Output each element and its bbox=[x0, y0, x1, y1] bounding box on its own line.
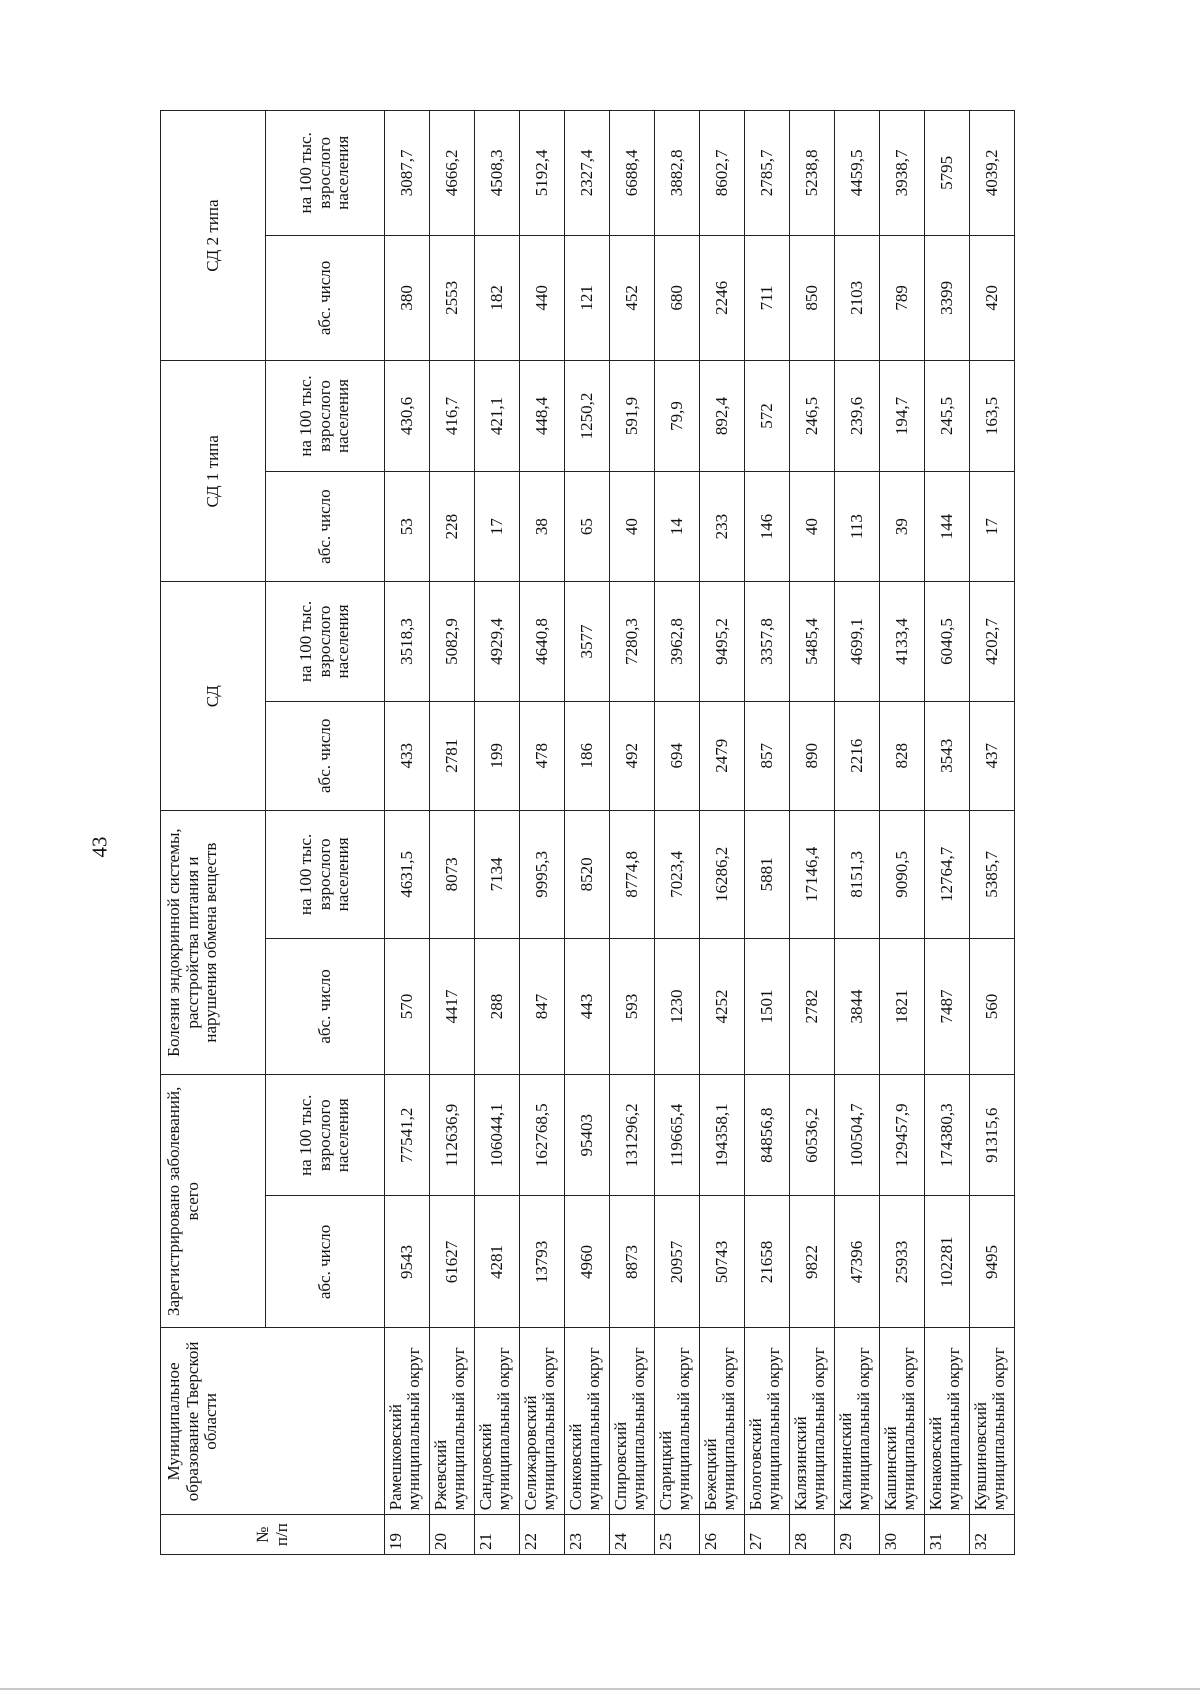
value-cell: 65 bbox=[565, 471, 610, 582]
value-cell: 112636,9 bbox=[430, 1075, 475, 1196]
table-row bbox=[790, 111, 835, 1555]
value-cell: 2327,4 bbox=[565, 111, 610, 236]
row-number: 26 bbox=[700, 1515, 745, 1555]
header-sub: абс. число bbox=[266, 235, 385, 361]
table-row bbox=[700, 111, 745, 1555]
table-row bbox=[430, 111, 475, 1555]
header-group-row bbox=[161, 111, 266, 1555]
value-cell: 4281 bbox=[475, 1196, 520, 1328]
value-cell: 380 bbox=[385, 235, 430, 361]
value-cell: 53 bbox=[385, 471, 430, 582]
value-cell: 9995,3 bbox=[520, 811, 565, 939]
municipality-name: Спировский муниципальный округ bbox=[610, 1328, 655, 1515]
value-cell: 694 bbox=[655, 701, 700, 811]
header-sub: на 100 тыс. взрослого населения bbox=[266, 582, 385, 701]
value-cell: 233 bbox=[700, 471, 745, 582]
value-cell: 2781 bbox=[430, 701, 475, 811]
municipality-name: Бологовский муниципальный округ bbox=[745, 1328, 790, 1515]
value-cell: 47396 bbox=[835, 1196, 880, 1328]
header-group-sd1: СД 1 типа bbox=[161, 361, 266, 582]
table-row bbox=[610, 111, 655, 1555]
value-cell: 239,6 bbox=[835, 361, 880, 472]
value-cell: 8073 bbox=[430, 811, 475, 939]
header-sub: на 100 тыс. взрослого населения bbox=[266, 811, 385, 939]
value-cell: 1250,2 bbox=[565, 361, 610, 472]
row-number: 21 bbox=[475, 1515, 520, 1555]
row-number: 31 bbox=[925, 1515, 970, 1555]
value-cell: 452 bbox=[610, 235, 655, 361]
value-cell: 17146,4 bbox=[790, 811, 835, 939]
value-cell: 40 bbox=[790, 471, 835, 582]
table-row bbox=[565, 111, 610, 1555]
value-cell: 420 bbox=[970, 235, 1015, 361]
municipality-name: Кувшиновский муниципальный округ bbox=[970, 1328, 1015, 1515]
value-cell: 79,9 bbox=[655, 361, 700, 472]
value-cell: 6688,4 bbox=[610, 111, 655, 236]
value-cell: 572 bbox=[745, 361, 790, 472]
value-cell: 560 bbox=[970, 938, 1015, 1074]
value-cell: 448,4 bbox=[520, 361, 565, 472]
municipality-name: Рамешковский муниципальный округ bbox=[385, 1328, 430, 1515]
value-cell: 16286,2 bbox=[700, 811, 745, 939]
value-cell: 17 bbox=[970, 471, 1015, 582]
header-sub: абс. число bbox=[266, 1196, 385, 1328]
value-cell: 2782 bbox=[790, 938, 835, 1074]
value-cell: 4202,7 bbox=[970, 582, 1015, 701]
value-cell: 84856,8 bbox=[745, 1075, 790, 1196]
value-cell: 892,4 bbox=[700, 361, 745, 472]
value-cell: 77541,2 bbox=[385, 1075, 430, 1196]
value-cell: 113 bbox=[835, 471, 880, 582]
value-cell: 7023,4 bbox=[655, 811, 700, 939]
row-number: 27 bbox=[745, 1515, 790, 1555]
value-cell: 39 bbox=[880, 471, 925, 582]
value-cell: 8602,7 bbox=[700, 111, 745, 236]
value-cell: 430,6 bbox=[385, 361, 430, 472]
value-cell: 60536,2 bbox=[790, 1075, 835, 1196]
rotated-table-container bbox=[160, 110, 1015, 1555]
value-cell: 106044,1 bbox=[475, 1075, 520, 1196]
value-cell: 2216 bbox=[835, 701, 880, 811]
value-cell: 440 bbox=[520, 235, 565, 361]
municipality-name: Конаковский муниципальный округ bbox=[925, 1328, 970, 1515]
value-cell: 711 bbox=[745, 235, 790, 361]
value-cell: 40 bbox=[610, 471, 655, 582]
value-cell: 4417 bbox=[430, 938, 475, 1074]
value-cell: 4699,1 bbox=[835, 582, 880, 701]
value-cell: 1230 bbox=[655, 938, 700, 1074]
value-cell: 100504,7 bbox=[835, 1075, 880, 1196]
value-cell: 4960 bbox=[565, 1196, 610, 1328]
row-number: 19 bbox=[385, 1515, 430, 1555]
table-row bbox=[970, 111, 1015, 1555]
header-sub: абс. число bbox=[266, 938, 385, 1074]
value-cell: 194,7 bbox=[880, 361, 925, 472]
value-cell: 857 bbox=[745, 701, 790, 811]
value-cell: 129457,9 bbox=[880, 1075, 925, 1196]
value-cell: 131296,2 bbox=[610, 1075, 655, 1196]
value-cell: 3543 bbox=[925, 701, 970, 811]
value-cell: 146 bbox=[745, 471, 790, 582]
header-group-total: Зарегистрировано заболеваний, всего bbox=[161, 1075, 266, 1328]
row-number: 29 bbox=[835, 1515, 880, 1555]
value-cell: 3399 bbox=[925, 235, 970, 361]
value-cell: 163,5 bbox=[970, 361, 1015, 472]
value-cell: 847 bbox=[520, 938, 565, 1074]
value-cell: 4640,8 bbox=[520, 582, 565, 701]
value-cell: 5082,9 bbox=[430, 582, 475, 701]
value-cell: 20957 bbox=[655, 1196, 700, 1328]
value-cell: 7134 bbox=[475, 811, 520, 939]
value-cell: 12764,7 bbox=[925, 811, 970, 939]
value-cell: 3518,3 bbox=[385, 582, 430, 701]
value-cell: 2246 bbox=[700, 235, 745, 361]
value-cell: 288 bbox=[475, 938, 520, 1074]
value-cell: 4039,2 bbox=[970, 111, 1015, 236]
value-cell: 102281 bbox=[925, 1196, 970, 1328]
value-cell: 570 bbox=[385, 938, 430, 1074]
header-sub: абс. число bbox=[266, 471, 385, 582]
municipality-name: Кашинский муниципальный округ bbox=[880, 1328, 925, 1515]
table-row bbox=[520, 111, 565, 1555]
table-row bbox=[880, 111, 925, 1555]
value-cell: 478 bbox=[520, 701, 565, 811]
value-cell: 4508,3 bbox=[475, 111, 520, 236]
table-row bbox=[925, 111, 970, 1555]
table-row bbox=[655, 111, 700, 1555]
value-cell: 3087,7 bbox=[385, 111, 430, 236]
value-cell: 1821 bbox=[880, 938, 925, 1074]
value-cell: 2553 bbox=[430, 235, 475, 361]
value-cell: 194358,1 bbox=[700, 1075, 745, 1196]
page-number: 43 bbox=[87, 836, 112, 858]
value-cell: 3962,8 bbox=[655, 582, 700, 701]
table-body bbox=[385, 111, 1015, 1555]
table-row bbox=[385, 111, 430, 1555]
value-cell: 245,5 bbox=[925, 361, 970, 472]
header-sub: на 100 тыс. взрослого населения bbox=[266, 111, 385, 236]
value-cell: 591,9 bbox=[610, 361, 655, 472]
municipality-name: Бежецкий муниципальный округ bbox=[700, 1328, 745, 1515]
value-cell: 228 bbox=[430, 471, 475, 582]
value-cell: 443 bbox=[565, 938, 610, 1074]
value-cell: 5385,7 bbox=[970, 811, 1015, 939]
value-cell: 9543 bbox=[385, 1196, 430, 1328]
value-cell: 4929,4 bbox=[475, 582, 520, 701]
municipality-name: Сандовский муниципальный округ bbox=[475, 1328, 520, 1515]
value-cell: 6040,5 bbox=[925, 582, 970, 701]
value-cell: 17 bbox=[475, 471, 520, 582]
scan-bottom-edge bbox=[0, 1688, 1200, 1690]
municipality-name: Калининский муниципальный округ bbox=[835, 1328, 880, 1515]
row-number: 24 bbox=[610, 1515, 655, 1555]
value-cell: 21658 bbox=[745, 1196, 790, 1328]
table-row bbox=[745, 111, 790, 1555]
value-cell: 5192,4 bbox=[520, 111, 565, 236]
row-number: 23 bbox=[565, 1515, 610, 1555]
value-cell: 7280,3 bbox=[610, 582, 655, 701]
header-group-endocrine: Болезни эндокринной системы, расстройства питания и нарушения обмена веществ bbox=[161, 811, 266, 1075]
value-cell: 4133,4 bbox=[880, 582, 925, 701]
value-cell: 144 bbox=[925, 471, 970, 582]
value-cell: 8151,3 bbox=[835, 811, 880, 939]
value-cell: 890 bbox=[790, 701, 835, 811]
header-sub: на 100 тыс. взрослого населения bbox=[266, 361, 385, 472]
value-cell: 95403 bbox=[565, 1075, 610, 1196]
value-cell: 3357,8 bbox=[745, 582, 790, 701]
header-group-sd: СД bbox=[161, 582, 266, 811]
value-cell: 9822 bbox=[790, 1196, 835, 1328]
value-cell: 162768,5 bbox=[520, 1075, 565, 1196]
value-cell: 8774,8 bbox=[610, 811, 655, 939]
value-cell: 828 bbox=[880, 701, 925, 811]
value-cell: 91315,6 bbox=[970, 1075, 1015, 1196]
table-row bbox=[835, 111, 880, 1555]
row-number: 25 bbox=[655, 1515, 700, 1555]
value-cell: 3882,8 bbox=[655, 111, 700, 236]
value-cell: 199 bbox=[475, 701, 520, 811]
value-cell: 3938,7 bbox=[880, 111, 925, 236]
value-cell: 4666,2 bbox=[430, 111, 475, 236]
table-row bbox=[475, 111, 520, 1555]
value-cell: 4631,5 bbox=[385, 811, 430, 939]
value-cell: 182 bbox=[475, 235, 520, 361]
value-cell: 433 bbox=[385, 701, 430, 811]
value-cell: 5485,4 bbox=[790, 582, 835, 701]
value-cell: 8520 bbox=[565, 811, 610, 939]
value-cell: 850 bbox=[790, 235, 835, 361]
value-cell: 492 bbox=[610, 701, 655, 811]
value-cell: 4459,5 bbox=[835, 111, 880, 236]
value-cell: 2479 bbox=[700, 701, 745, 811]
row-number: 32 bbox=[970, 1515, 1015, 1555]
value-cell: 9495 bbox=[970, 1196, 1015, 1328]
value-cell: 680 bbox=[655, 235, 700, 361]
value-cell: 50743 bbox=[700, 1196, 745, 1328]
value-cell: 3577 bbox=[565, 582, 610, 701]
value-cell: 174380,3 bbox=[925, 1075, 970, 1196]
municipality-name: Ржевский муниципальный округ bbox=[430, 1328, 475, 1515]
header-sub: на 100 тыс. взрослого населения bbox=[266, 1075, 385, 1196]
header-group-sd2: СД 2 типа bbox=[161, 111, 266, 361]
value-cell: 9495,2 bbox=[700, 582, 745, 701]
row-number: 30 bbox=[880, 1515, 925, 1555]
value-cell: 437 bbox=[970, 701, 1015, 811]
municipality-name: Сонковский муниципальный округ bbox=[565, 1328, 610, 1515]
morbidity-table bbox=[160, 110, 1015, 1555]
value-cell: 5795 bbox=[925, 111, 970, 236]
value-cell: 3844 bbox=[835, 938, 880, 1074]
row-number: 20 bbox=[430, 1515, 475, 1555]
value-cell: 186 bbox=[565, 701, 610, 811]
value-cell: 121 bbox=[565, 235, 610, 361]
municipality-name: Старицкий муниципальный округ bbox=[655, 1328, 700, 1515]
value-cell: 8873 bbox=[610, 1196, 655, 1328]
value-cell: 421,1 bbox=[475, 361, 520, 472]
row-number: 28 bbox=[790, 1515, 835, 1555]
value-cell: 5881 bbox=[745, 811, 790, 939]
value-cell: 593 bbox=[610, 938, 655, 1074]
value-cell: 5238,8 bbox=[790, 111, 835, 236]
value-cell: 2103 bbox=[835, 235, 880, 361]
municipality-name: Селижаровский муниципальный округ bbox=[520, 1328, 565, 1515]
value-cell: 13793 bbox=[520, 1196, 565, 1328]
value-cell: 2785,7 bbox=[745, 111, 790, 236]
header-sub: абс. число bbox=[266, 701, 385, 811]
value-cell: 4252 bbox=[700, 938, 745, 1074]
header-num: № п/п bbox=[161, 1515, 385, 1555]
value-cell: 38 bbox=[520, 471, 565, 582]
value-cell: 416,7 bbox=[430, 361, 475, 472]
value-cell: 9090,5 bbox=[880, 811, 925, 939]
value-cell: 789 bbox=[880, 235, 925, 361]
value-cell: 1501 bbox=[745, 938, 790, 1074]
municipality-name: Калязинский муниципальный округ bbox=[790, 1328, 835, 1515]
value-cell: 25933 bbox=[880, 1196, 925, 1328]
value-cell: 61627 bbox=[430, 1196, 475, 1328]
header-name: Муниципальное образование Тверской области bbox=[161, 1328, 385, 1515]
value-cell: 7487 bbox=[925, 938, 970, 1074]
value-cell: 14 bbox=[655, 471, 700, 582]
value-cell: 246,5 bbox=[790, 361, 835, 472]
row-number: 22 bbox=[520, 1515, 565, 1555]
value-cell: 119665,4 bbox=[655, 1075, 700, 1196]
